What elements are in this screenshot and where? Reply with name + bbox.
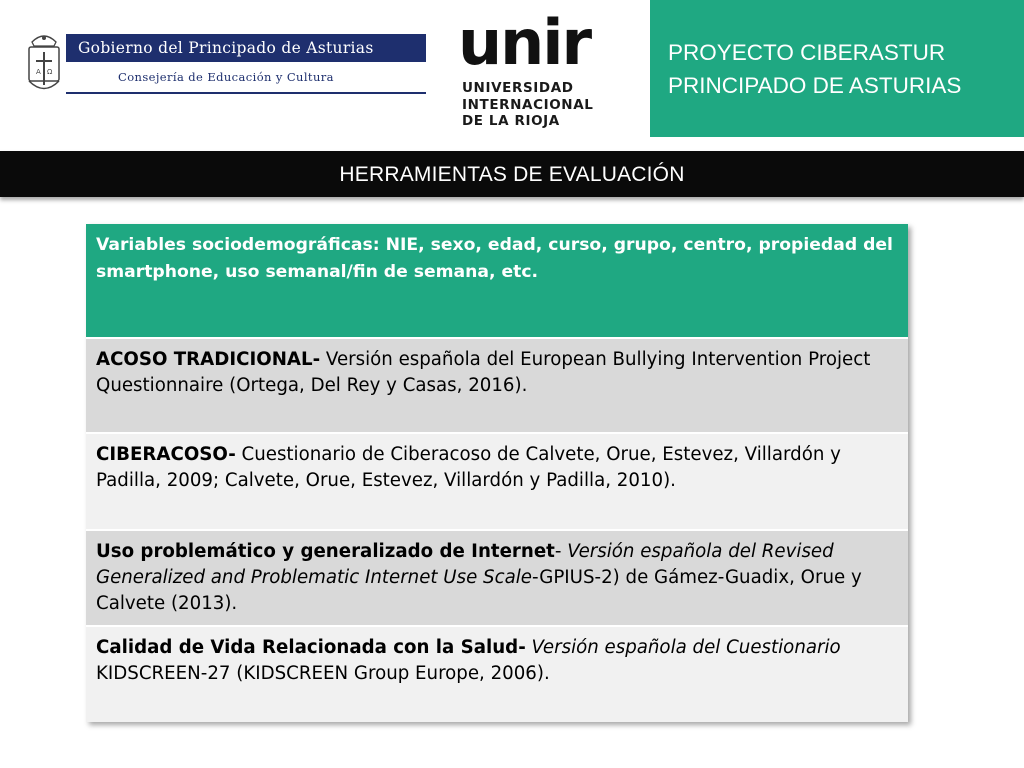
evaluation-tools-table [86,224,908,722]
unir-logo-wordmark: unir [458,6,591,79]
row-text: Variables sociodemográficas: NIE, sexo, edad, curso, grupo, centro, propiedad del smartphone, uso semanal/fin de semana, etc. [96,235,893,282]
row-text: Cuestionario de Ciberacoso de Calvete, Orue, Estevez, Villardón y Padilla, 2009; Calvete, Orue, Estevez, Villardón y Padilla, 2010). [96,444,841,491]
table-row-internet [86,531,908,627]
section-band [0,151,1024,197]
table-row-variables [86,224,908,339]
unir-line-3: DE LA RIOJA [462,113,560,129]
row-italic: Versión española del Revised Generalized and Problematic Internet Use Scale [96,541,834,588]
svg-text:Ω: Ω [47,68,53,76]
project-title-line1: PROYECTO CIBERASTUR [668,40,946,65]
table-row-acoso [86,339,908,434]
project-title-line2: PRINCIPADO DE ASTURIAS [668,73,962,98]
row-dash: - [554,541,568,562]
asturias-crest-logo [25,30,63,96]
row-italic: Versión española del Cuestionario [525,637,841,658]
unir-line-2: INTERNACIONAL [462,96,594,113]
unir-line-1: UNIVERSIDAD [462,80,574,96]
unir-logo-text [462,80,593,130]
row-heading: ACOSO TRADICIONAL- [96,349,321,370]
row-heading: Calidad de Vida Relacionada con la Salud- [96,637,526,658]
row-text: KIDSCREEN-27 (KIDSCREEN Group Europe, 2006). [96,663,550,684]
row-text: -GPIUS-2) de Gámez-Guadix, Orue y Calvete (2013). [96,567,862,614]
gov-logo-block [66,34,426,94]
gov-title: Gobierno del Principado de Asturias [66,34,426,62]
table-row-ciberacoso [86,434,908,531]
gov-divider [66,92,426,94]
section-title: HERRAMIENTAS DE EVALUACIÓN [339,163,685,186]
row-text: Versión española del European Bullying Intervention Project Questionnaire (Ortega, Del Rey y Casas, 2016). [96,349,871,396]
project-box [650,0,1024,137]
table-row-calidad [86,627,908,722]
row-heading: Uso problemático y generalizado de Internet [96,541,555,562]
svg-text:A: A [36,68,41,76]
row-heading: CIBERACOSO- [96,444,236,465]
gov-subtitle: Consejería de Educación y Cultura [118,70,334,84]
